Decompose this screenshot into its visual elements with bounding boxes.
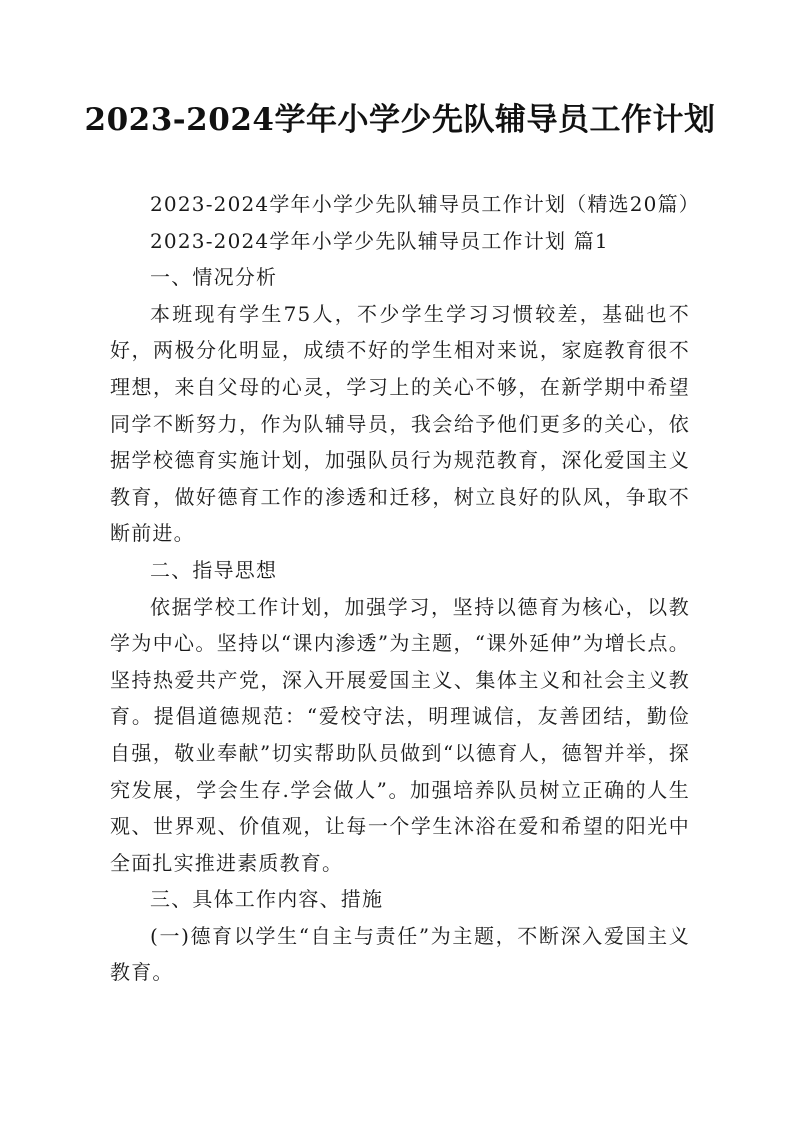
paragraph-situation-analysis: 本班现有学生75人，不少学生学习习惯较差，基础也不好，两极分化明显，成绩不好的学生相对来说，家庭教育很不理想，来自父母的心灵，学习上的关心不够，在新学期中希望同学不断努力，作为队辅导员，我会给予他们更多的关心，依据学校德育实施计划，加强队员行为规范教育，深化爱国主义教育，做好德育工作的渗透和迁移，树立良好的队风，争取不断前进。: [110, 301, 690, 546]
subtitle-paragraph: 2023-2024学年小学少先队辅导员工作计划（精选20篇）: [150, 192, 701, 216]
section-heading-guiding-ideology: 二、指导思想: [150, 557, 278, 582]
document-title: 2023-2024学年小学少先队辅导员工作计划: [84, 102, 716, 138]
paragraph-work-content-1: (一)德育以学生“自主与责任”为主题，不断深入爱国主义教育。: [110, 923, 690, 985]
document-body: [110, 186, 701, 991]
section-heading-situation-analysis: 一、情况分析: [150, 265, 278, 290]
paragraph-guiding-ideology: 依据学校工作计划，加强学习，坚持以德育为核心，以教学为中心。坚持以“课内渗透”为主题，“课外延伸”为增长点。坚持热爱共产党，深入开展爱国主义、集体主义和社会主义教育。提倡道德规范：“爱校守法，明理诚信，友善团结，勤俭自强，敬业奉献”切实帮助队员做到“以德育人，德智并举，探究发展，学会生存.学会做人”。加强培养队员树立正确的人生观、世界观、价值观，让每一个学生沐浴在爱和希望的阳光中全面扎实推进素质教育。: [110, 594, 690, 875]
section-heading-work-content: 三、具体工作内容、措施: [150, 887, 384, 912]
section-heading-chapter-1: 2023-2024学年小学少先队辅导员工作计划 篇1: [150, 228, 609, 253]
